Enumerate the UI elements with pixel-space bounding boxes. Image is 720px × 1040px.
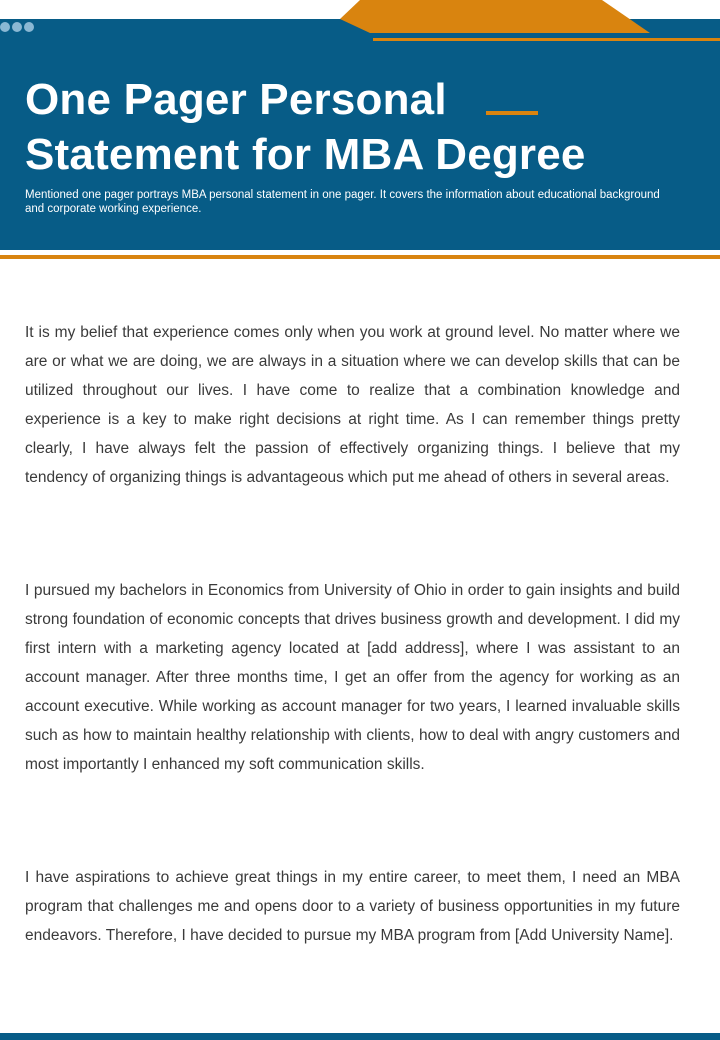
page-title xyxy=(25,72,665,182)
dot-icon xyxy=(12,22,22,32)
footer-bar xyxy=(0,1033,720,1040)
divider-rule xyxy=(0,255,720,259)
paragraph-education: I pursued my bachelors in Economics from University of Ohio in order to gain insights and build strong foundation of economic concepts that drives business growth and development. I did my first intern with a marketing agency located at [add address], where I was assistant to an account manager. After three months time, I get an offer from the agency for working as an account executive. While working as account manager for two years, I learned invaluable skills such as how to maintain healthy relationship with clients, how to deal with angry customers and most importantly I enhanced my soft communication skills. xyxy=(25,582,680,773)
top-accent-stripe xyxy=(373,38,720,41)
paragraph-experience: It is my belief that experience comes only when you work at ground level. No matter where we are or what we are doing, we are always in a situation where we can develop skills that can be utilized throughout our lives. I have come to realize that a combination knowledge and experience is a key to make right decisions at right time. As I can remember things pretty clearly, I have always felt the passion of effectively organizing things. I believe that my tendency of organizing things is advantageous which put me ahead of others in several areas. xyxy=(25,324,680,486)
title-accent-underline xyxy=(486,111,538,115)
dot-icon xyxy=(24,22,34,32)
title-line-2: Statement for MBA Degree xyxy=(25,130,586,179)
title-line-1: One Pager Personal xyxy=(25,75,447,124)
paragraph-aspirations: I have aspirations to achieve great things in my entire career, to meet them, I need an MBA program that challenges me and opens door to a variety of business opportunities in my future endeavors. Therefore, I have decided to pursue my MBA program from [Add University Name]. xyxy=(25,869,680,944)
decorative-dots xyxy=(0,22,34,32)
top-accent-tab xyxy=(340,0,650,33)
page-subtitle: Mentioned one pager portrays MBA personal statement in one pager. It covers the information about educational background and corporate working experience. xyxy=(25,189,660,215)
dot-icon xyxy=(0,22,10,32)
